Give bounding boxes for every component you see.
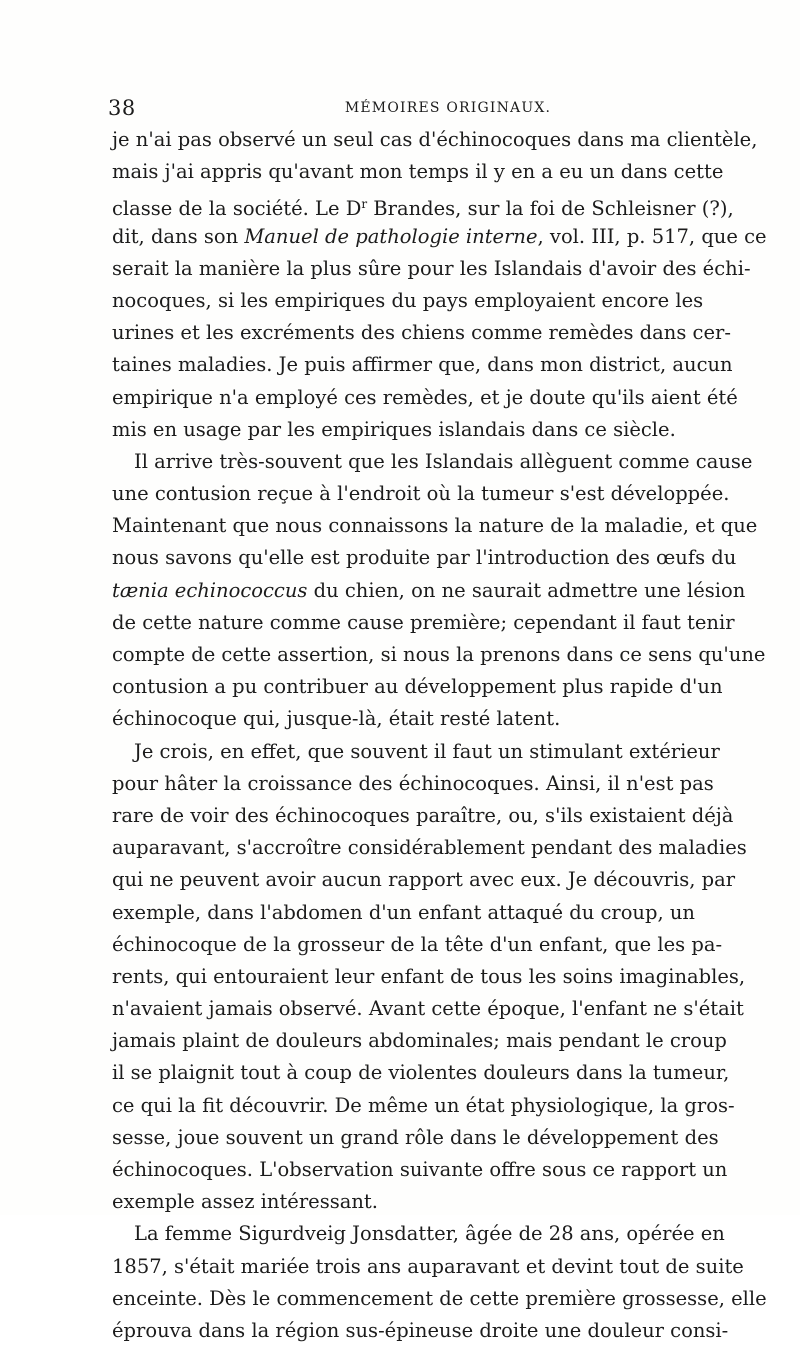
text-line: La femme Sigurdveig Jonsdatter, âgée de 28 ans, opérée en — [134, 1222, 725, 1246]
text-line: Il arrive très-souvent que les Islandais allèguent comme cause — [134, 449, 753, 473]
text-line: n'avaient jamais observé. Avant cette époque, l'enfant ne s'était — [112, 997, 744, 1021]
text-segment: classe de la société. Le D — [112, 197, 362, 221]
superscript: r — [361, 197, 368, 212]
running-title: MÉMOIRES ORIGINAUX. — [344, 100, 552, 116]
page-number: 38 — [108, 96, 136, 120]
text-line: auparavant, s'accroître considérablement pendant des maladies — [112, 836, 747, 860]
text-segment: dit, dans son — [112, 224, 245, 248]
text-line: ce qui la fit découvrir. De même un état physiologique, la gros- — [112, 1093, 735, 1117]
text-line — [112, 575, 746, 607]
text-line: pour hâter la croissance des échinocoques. Ainsi, il n'est pas — [112, 771, 714, 795]
body-text — [112, 124, 767, 1347]
page-header — [108, 96, 692, 120]
text-line: serait la manière la plus sûre pour les Islandais d'avoir des échi- — [112, 256, 751, 280]
text-line: échinocoque de la grosseur de la tête d'un enfant, que les pa- — [112, 932, 723, 956]
text-line: une contusion reçue à l'endroit où la tumeur s'est développée. — [112, 482, 730, 506]
text-segment: , vol. III, p. 517, que ce — [537, 224, 767, 248]
text-line: exemple assez intéressant. — [112, 1190, 378, 1214]
text-line: rents, qui entouraient leur enfant de tous les soins imaginables, — [112, 964, 746, 988]
text-line: Maintenant que nous connaissons la nature de la maladie, et que — [112, 514, 758, 538]
text-line: sesse, joue souvent un grand rôle dans le développement des — [112, 1125, 719, 1149]
text-line: 1857, s'était mariée trois ans auparavant et devint tout de suite — [112, 1254, 744, 1278]
text-line: je n'ai pas observé un seul cas d'échinocoques dans ma clientèle, — [112, 128, 758, 151]
text-line: mis en usage par les empiriques islandais dans ce siècle. — [112, 417, 676, 441]
text-line: mais j'ai appris qu'avant mon temps il y en a eu un dans cette — [112, 160, 724, 184]
text-line: nocoques, si les empiriques du pays employaient encore les — [112, 288, 704, 312]
text-line: jamais plaint de douleurs abdominales; mais pendant le croup — [112, 1029, 727, 1053]
text-line: empirique n'a employé ces remèdes, et je doute qu'ils aient été — [112, 385, 738, 409]
text-segment: Brandes, sur la foi de Schleisner (?), — [367, 197, 734, 221]
text-line: contusion a pu contribuer au développement plus rapide d'un — [112, 675, 723, 699]
text-line: rare de voir des échinocoques paraître, ou, s'ils existaient déjà — [112, 803, 734, 827]
text-segment: du chien, on ne saurait admettre une lésion — [307, 578, 746, 602]
text-line: de cette nature comme cause première; cependant il faut tenir — [112, 610, 735, 634]
text-line: urines et les excréments des chiens comme remèdes dans cer- — [112, 321, 731, 345]
text-line — [112, 221, 767, 253]
text-line: compte de cette assertion, si nous la prenons dans ce sens qu'une — [112, 643, 766, 666]
text-line: taines maladies. Je puis affirmer que, dans mon district, aucun — [112, 353, 733, 377]
text-line: éprouva dans la région sus-épineuse droite une douleur consi- — [112, 1318, 729, 1342]
text-line: qui ne peuvent avoir aucun rapport avec eux. Je découvris, par — [112, 868, 736, 892]
italic-species: tænia echinococcus — [112, 578, 308, 602]
text-line: il se plaignit tout à coup de violentes douleurs dans la tumeur, — [112, 1061, 730, 1085]
text-line: échinocoques. L'observation suivante offre sous ce rapport un — [112, 1158, 728, 1181]
text-line: enceinte. Dès le commencement de cette première grossesse, elle — [112, 1286, 767, 1310]
italic-title: Manuel de pathologie interne — [244, 224, 538, 248]
text-line: Je crois, en effet, que souvent il faut un stimulant extérieur — [134, 739, 720, 763]
text-line: échinocoque qui, jusque-là, était resté latent. — [112, 707, 561, 731]
text-line: exemple, dans l'abdomen d'un enfant attaqué du croup, un — [112, 900, 695, 924]
text-line: nous savons qu'elle est produite par l'introduction des œufs du — [112, 546, 737, 570]
text-line — [112, 188, 734, 221]
